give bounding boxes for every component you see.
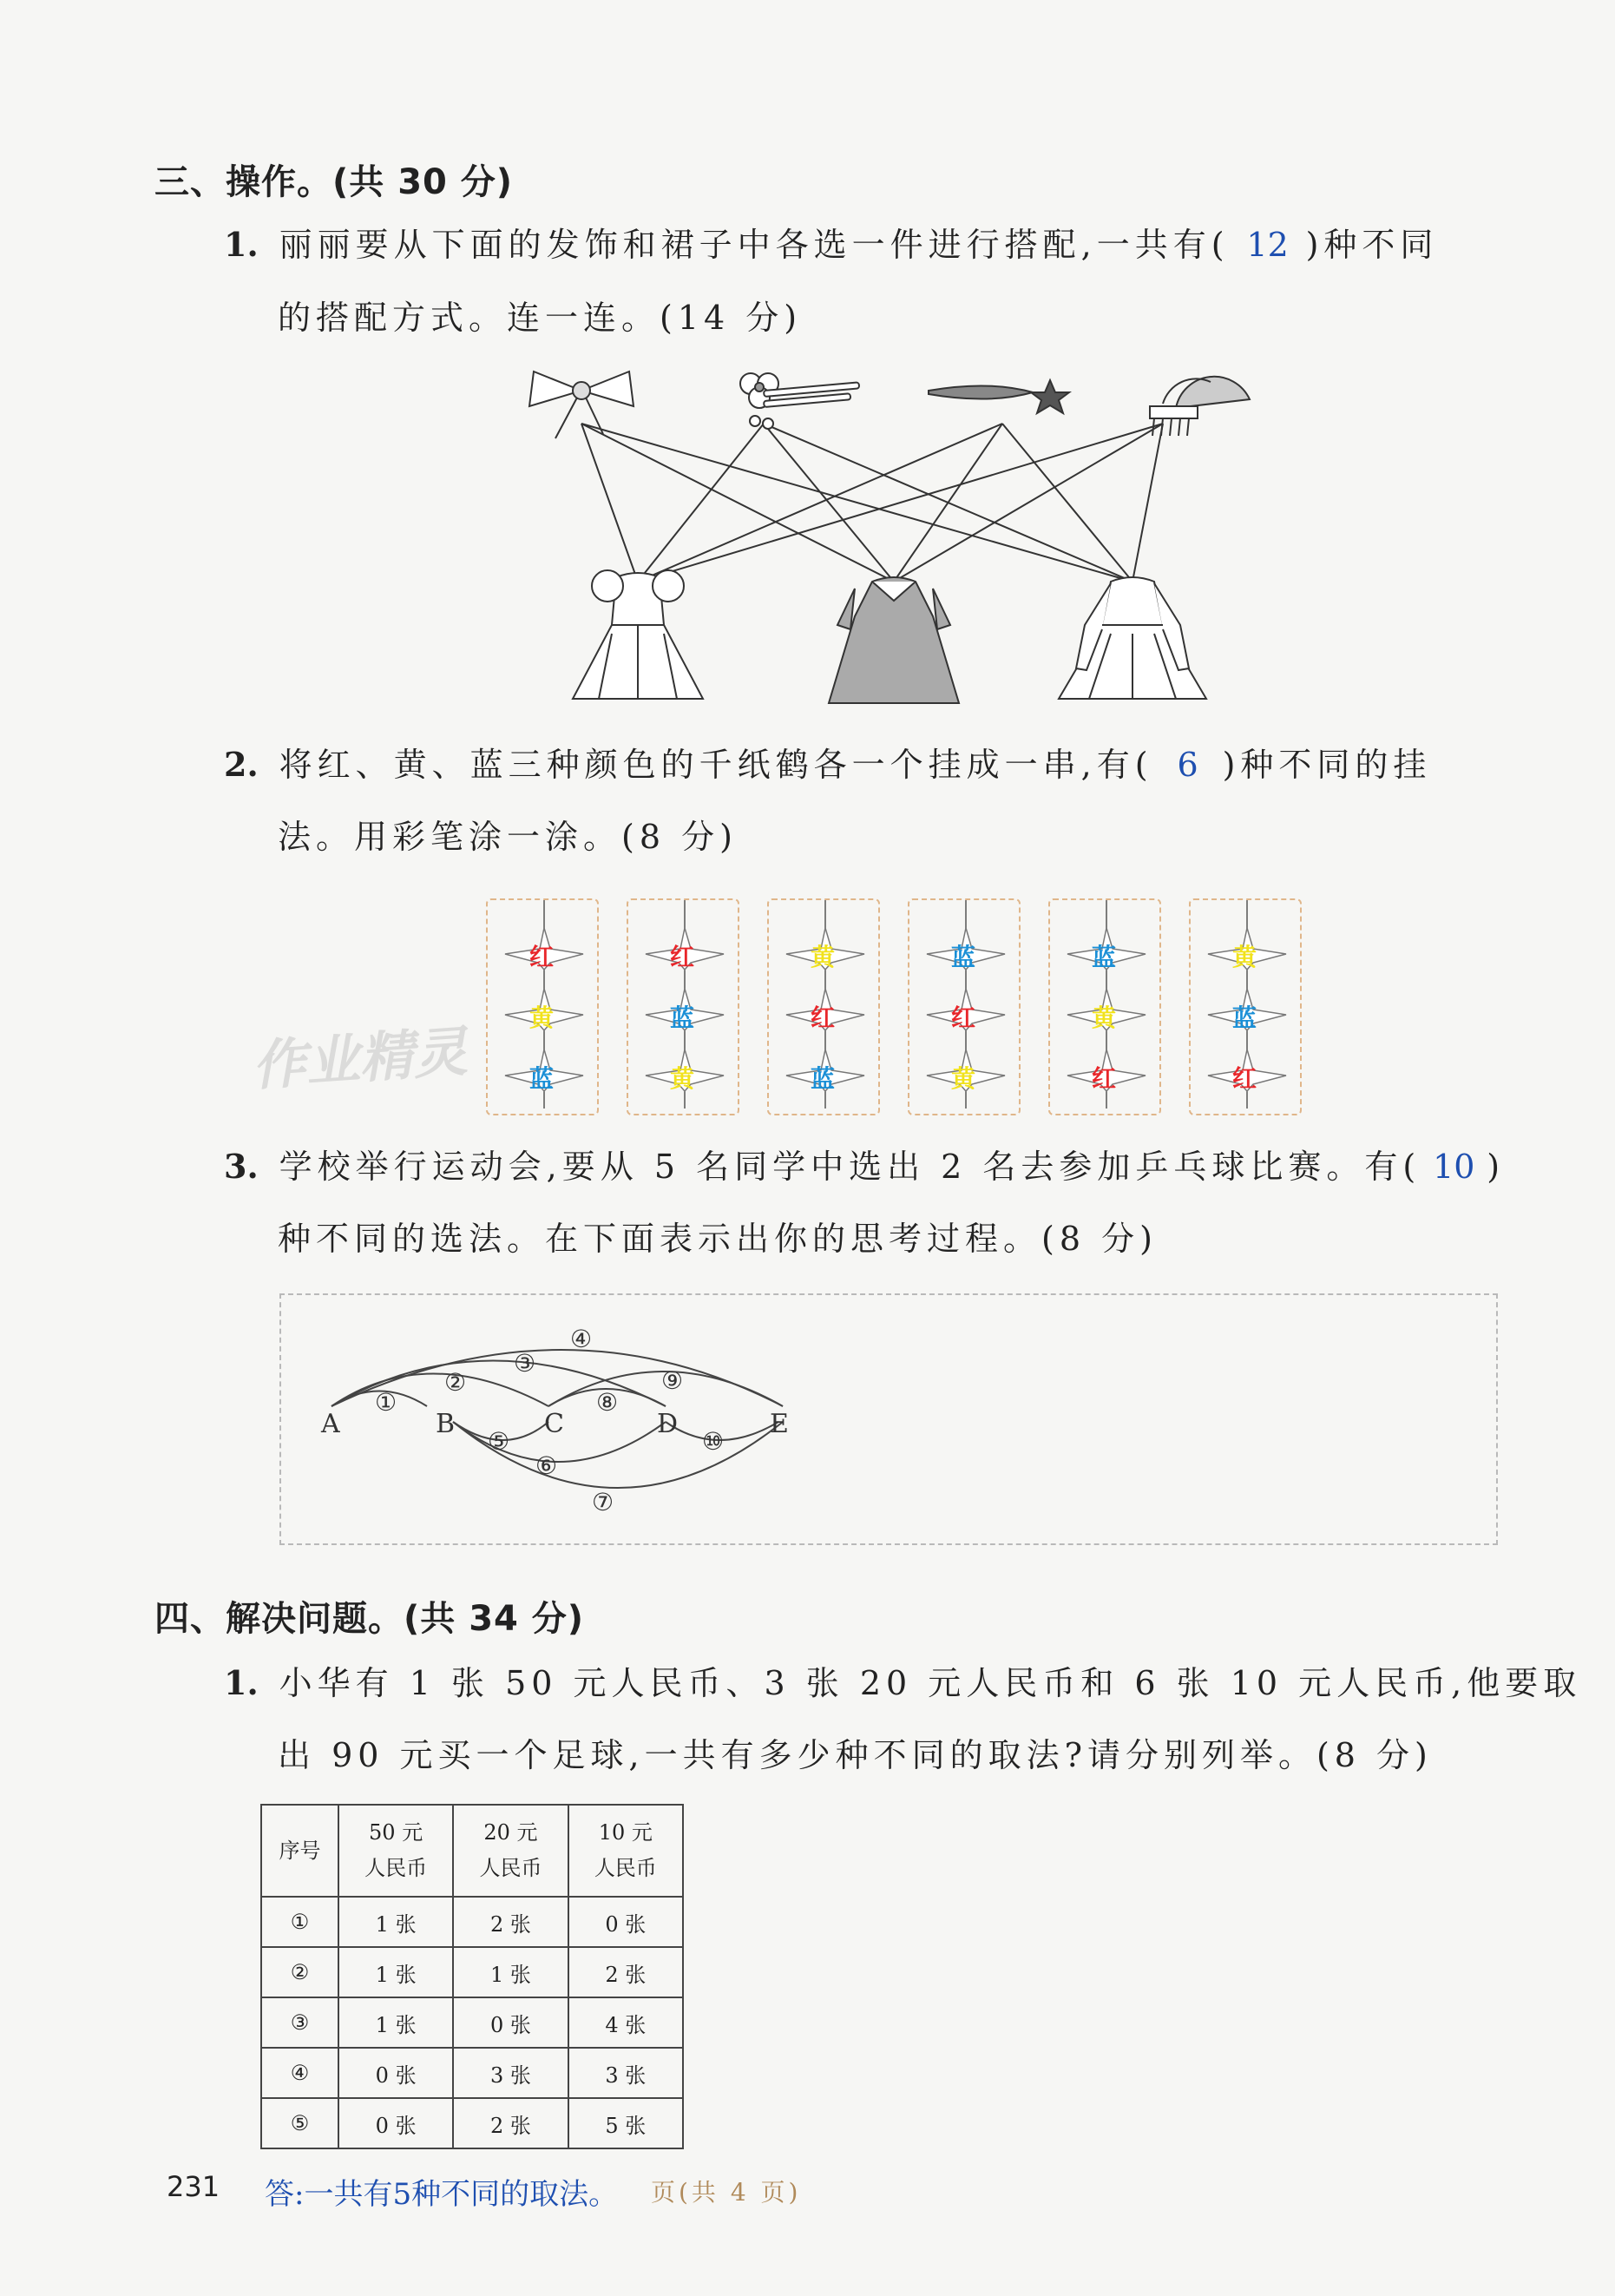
comb-icon	[1150, 377, 1250, 436]
table-row	[261, 2098, 683, 2148]
header-cell: 20 元 人民币	[453, 1805, 568, 1897]
q2-line2: 法。用彩笔涂一涂。(8 分)	[278, 818, 738, 856]
q3-number: 3.	[224, 1147, 259, 1186]
table-cell: 3 张	[568, 2048, 683, 2098]
table-cell: 5 张	[568, 2098, 683, 2148]
table-cell: 4 张	[568, 1997, 683, 2048]
watermark-text: 作业精灵	[250, 1019, 469, 1098]
crane-string-card	[486, 898, 599, 1115]
arc-label: ⑨	[661, 1366, 684, 1395]
money-table	[260, 1804, 684, 2149]
flower-clip-icon	[740, 373, 859, 429]
point-label: B	[436, 1409, 456, 1439]
connection-lines	[581, 424, 1163, 582]
crane-color-label: 蓝	[1232, 1003, 1257, 1032]
s4-q1-answer: 答:一共有5种不同的取法。	[265, 2177, 619, 2212]
page-info: 页(共 4 页)	[651, 2178, 802, 2207]
table-cell: 2 张	[453, 1897, 568, 1947]
q1-answer: 12	[1246, 226, 1289, 264]
section3-title: 三、操作。(共 30 分)	[154, 162, 514, 202]
q2-line1	[224, 745, 1432, 784]
table-cell: 1 张	[338, 1997, 453, 2048]
crane-string-card	[1189, 898, 1302, 1115]
arc-label: ⑦	[592, 1488, 614, 1516]
q2-number: 2.	[224, 745, 259, 784]
q2-text-before: 将红、黄、蓝三种颜色的千纸鹤各一个挂成一串,有(	[279, 746, 1153, 784]
q2-answer: 6	[1177, 746, 1198, 784]
header-cell: 50 元 人民币	[338, 1805, 453, 1897]
crane-color-label: 红	[951, 1003, 976, 1032]
page-number: 231	[167, 2170, 220, 2203]
header-cell: 序号	[261, 1805, 338, 1897]
arc-label: ①	[375, 1388, 397, 1417]
arc-label: ④	[570, 1325, 593, 1353]
arc-label: ⑥	[535, 1451, 558, 1480]
q1-text-after: )种不同	[1305, 226, 1439, 264]
crane-color-label: 蓝	[670, 1003, 695, 1032]
crane-string-card	[767, 898, 880, 1115]
q1-text-before: 丽丽要从下面的发饰和裙子中各选一件进行搭配,一共有(	[279, 226, 1230, 264]
crane-color-label: 蓝	[1092, 943, 1117, 971]
crane-color-label: 红	[811, 1003, 836, 1032]
table-row	[261, 2048, 683, 2098]
q1-number: 1.	[224, 225, 259, 264]
point-label: A	[321, 1409, 340, 1439]
crane-color-label: 黄	[951, 1064, 976, 1093]
q1-line2: 的搭配方式。连一连。(14 分)	[278, 299, 803, 337]
table-cell: 1 张	[338, 1947, 453, 1997]
selection-diagram	[279, 1293, 1498, 1545]
crane-color-label: 红	[670, 943, 695, 971]
arc-label: ⑧	[596, 1388, 619, 1417]
crane-color-label: 蓝	[811, 1064, 836, 1093]
q3-text-before: 学校举行运动会,要从 5 名同学中选出 2 名去参加乒乓球比赛。有(	[279, 1148, 1421, 1186]
table-cell: ⑤	[261, 2098, 338, 2148]
arc-label: ②	[444, 1368, 467, 1397]
s4-q1-line2: 出 90 元买一个足球,一共有多少种不同的取法?请分别列举。(8 分)	[278, 1736, 1433, 1774]
point-label: E	[770, 1409, 789, 1439]
crane-string-card	[627, 898, 739, 1115]
table-cell: 0 张	[338, 2048, 453, 2098]
dress-2-icon	[829, 577, 959, 703]
q1-line1	[224, 225, 1439, 264]
s4-q1-number: 1.	[224, 1663, 259, 1702]
table-row	[261, 1897, 683, 1947]
point-label: D	[657, 1409, 679, 1439]
crane-color-label: 红	[1232, 1064, 1257, 1093]
table-cell: 1 张	[453, 1947, 568, 1997]
table-cell: ①	[261, 1897, 338, 1947]
q3-line1	[224, 1147, 1506, 1186]
crane-color-label: 蓝	[951, 943, 976, 971]
matching-figure	[503, 365, 1284, 712]
crane-color-label: 蓝	[529, 1064, 555, 1093]
dress-3-icon	[1059, 577, 1206, 699]
table-cell: 0 张	[568, 1897, 683, 1947]
crane-string-card	[908, 898, 1021, 1115]
crane-color-label: 黄	[1232, 943, 1257, 971]
q2-text-after: )种不同的挂	[1222, 746, 1432, 784]
crane-color-label: 红	[529, 943, 555, 971]
crane-color-label: 黄	[1092, 1003, 1117, 1032]
table-cell: 3 张	[453, 2048, 568, 2098]
crane-color-label: 黄	[811, 943, 836, 971]
header-cell: 10 元 人民币	[568, 1805, 683, 1897]
crane-color-label: 红	[1092, 1064, 1117, 1093]
arc-label: ⑤	[488, 1427, 510, 1456]
table-header-row	[261, 1805, 683, 1897]
q3-answer: 10	[1433, 1148, 1475, 1186]
crane-strings	[486, 898, 1302, 1124]
s4-q1-text: 小华有 1 张 50 元人民币、3 张 20 元人民币和 6 张 10 元人民币,他要取	[279, 1664, 1582, 1702]
table-cell: ③	[261, 1997, 338, 2048]
table-cell: 0 张	[338, 2098, 453, 2148]
crane-color-label: 黄	[529, 1003, 555, 1032]
table-cell: 2 张	[453, 2098, 568, 2148]
table-row	[261, 1947, 683, 1997]
arc-label: ⑩	[702, 1427, 725, 1456]
table-cell: 0 张	[453, 1997, 568, 2048]
crane-string-card	[1048, 898, 1161, 1115]
star-clip-icon	[929, 380, 1069, 413]
bow-icon	[529, 372, 634, 438]
crane-color-label: 黄	[670, 1064, 695, 1093]
table-cell: ④	[261, 2048, 338, 2098]
table-cell: 1 张	[338, 1897, 453, 1947]
q3-line2: 种不同的选法。在下面表示出你的思考过程。(8 分)	[278, 1220, 1158, 1258]
table-cell: 2 张	[568, 1947, 683, 1997]
q3-text-after: )	[1487, 1148, 1506, 1186]
arc-label: ③	[514, 1349, 536, 1378]
point-label: C	[544, 1409, 564, 1439]
dress-1-icon	[573, 570, 703, 699]
table-row	[261, 1997, 683, 2048]
table-cell: ②	[261, 1947, 338, 1997]
s4-q1-line1	[224, 1663, 1582, 1702]
section4-title: 四、解决问题。(共 34 分)	[154, 1599, 585, 1639]
